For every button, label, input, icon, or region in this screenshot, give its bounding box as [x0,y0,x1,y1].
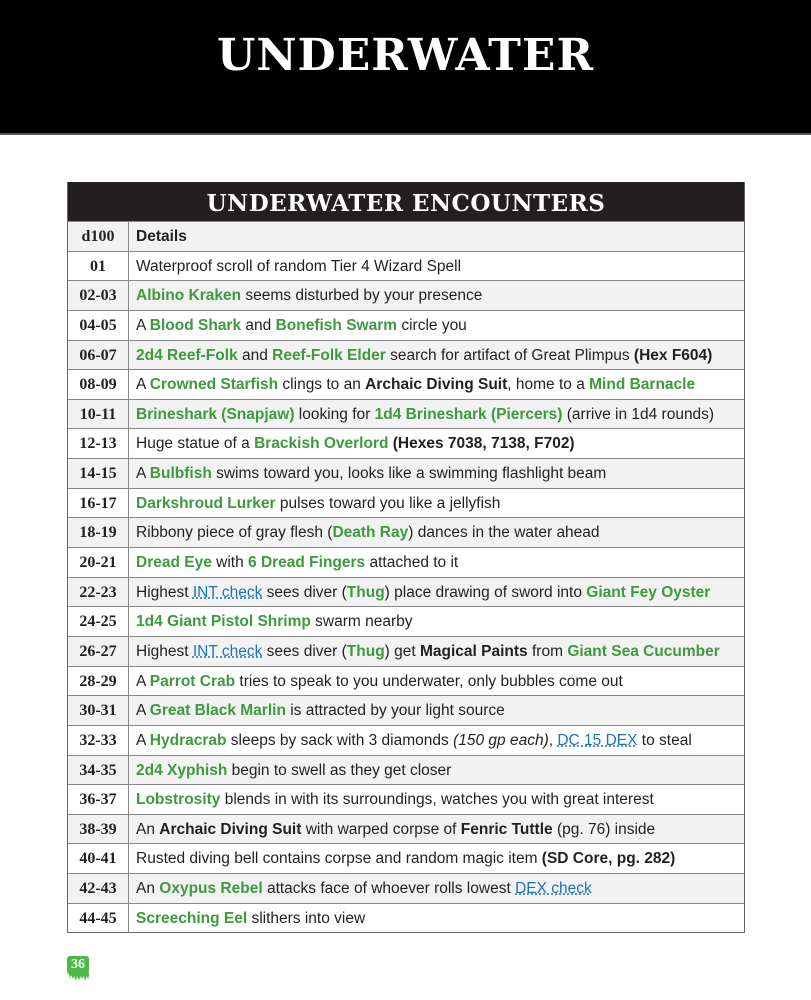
details-cell [129,874,744,903]
details-cell [129,281,744,310]
details-cell [129,459,744,488]
text: and [237,346,273,364]
text: to steal [637,731,692,749]
details-cell [129,518,744,547]
text: (arrive in 1d4 rounds) [562,405,715,423]
roll-cell: 40-41 [68,844,129,873]
table-header-row [68,221,744,251]
text: Highest [136,642,193,660]
text: Waterproof scroll of random Tier 4 Wizard Spell [136,257,462,275]
monster-name: Oxypus Rebel [159,880,263,898]
table-row [68,340,744,370]
roll-cell: 10-11 [68,400,129,429]
details-cell [129,667,744,696]
text: A [136,376,150,394]
details-cell [129,400,744,429]
table-row [68,517,744,547]
monster-name: Giant Sea Cucumber [567,642,720,660]
roll-cell: 28-29 [68,667,129,696]
table-row [68,369,744,399]
details-cell [129,429,744,458]
roll-cell: 20-21 [68,548,129,577]
table-row [68,458,744,488]
monster-name: Blood Shark [149,316,242,334]
table-row [68,755,744,785]
table-row [68,310,744,340]
text: search for artifact of Great Plimpus [385,346,634,364]
details-cell [129,489,744,518]
roll-cell: 26-27 [68,637,129,666]
monster-name: Thug [346,583,385,601]
slime-drip-icon [67,973,89,981]
details-cell [129,696,744,725]
table-row [68,814,744,844]
roll-cell: 24-25 [68,607,129,636]
check-link[interactable]: INT check [192,583,263,601]
text: A [136,465,150,483]
details-cell [129,370,744,399]
text: tries to speak to you underwater, only bubbles come out [235,672,623,690]
text: attacks face of whoever rolls lowest [262,880,516,898]
roll-cell: 12-13 [68,429,129,458]
table-row [68,606,744,636]
roll-cell: 16-17 [68,489,129,518]
roll-cell: 18-19 [68,518,129,547]
text: A [136,731,150,749]
monster-name: Thug [346,642,385,660]
monster-name: 1d4 Brineshark (Piercers) [374,405,563,423]
text: seems disturbed by your presence [241,287,483,305]
text: , home to a [507,376,590,394]
roll-cell: 32-33 [68,726,129,755]
monster-name: Lobstrosity [136,791,221,809]
text: with warped corpse of [301,820,461,838]
monster-name: Parrot Crab [149,672,236,690]
details-cell [129,578,744,607]
details-cell [129,252,744,281]
chapter-banner [0,0,811,135]
check-link[interactable]: INT check [192,642,263,660]
encounter-table [67,182,745,933]
roll-cell: 38-39 [68,815,129,844]
table-row [68,903,744,933]
table-row [68,636,744,666]
header-d100: d100 [68,222,129,251]
roll-cell: 42-43 [68,874,129,903]
text: sleeps by sack with 3 diamonds [226,731,454,749]
monster-name: Bonefish Swarm [275,316,398,334]
roll-cell: 34-35 [68,756,129,785]
monster-name: Crowned Starfish [149,376,279,394]
table-row [68,399,744,429]
monster-name: Screeching Eel [136,909,248,927]
table-title: UNDERWATER ENCOUNTERS [68,182,744,221]
bold-text: Magical Paints [420,642,528,660]
details-cell [129,904,744,933]
check-link[interactable]: DEX check [515,880,592,898]
details-cell [129,311,744,340]
monster-name: Death Ray [332,524,409,542]
text: , [548,731,558,749]
details-cell [129,815,744,844]
table-row [68,488,744,518]
text: from [527,642,568,660]
bold-text: (Hex F604) [633,346,713,364]
text: Ribbony piece of gray flesh ( [136,524,333,542]
details-cell [129,844,744,873]
table-row [68,666,744,696]
monster-name: Dread Eye [136,554,212,572]
details-cell [129,785,744,814]
text: looking for [294,405,375,423]
bold-text: Archaic Diving Suit [365,376,508,394]
text: A [136,672,150,690]
roll-cell: 08-09 [68,370,129,399]
text: ) get [384,642,420,660]
monster-name: 6 Dread Fingers [248,554,366,572]
text: Highest [136,583,193,601]
details-cell [129,341,744,370]
details-cell [129,756,744,785]
table-row [68,251,744,281]
monster-name: Giant Fey Oyster [586,583,711,601]
monster-name: Darkshroud Lurker [136,494,276,512]
text: begin to swell as they get closer [227,761,452,779]
text: (pg. 76) inside [552,820,656,838]
text: blends in with its surroundings, watches you with great interest [220,791,654,809]
bold-text: Fenric Tuttle [460,820,553,838]
bold-text: Archaic Diving Suit [159,820,302,838]
roll-cell: 06-07 [68,341,129,370]
roll-cell: 14-15 [68,459,129,488]
monster-name: Mind Barnacle [589,376,696,394]
monster-name: Reef-Folk Elder [272,346,386,364]
text: circle you [397,316,467,334]
bold-text: (SD Core, pg. 282) [541,850,676,868]
check-link[interactable]: DC 15 DEX [557,731,638,749]
text: is attracted by your light source [285,702,505,720]
roll-cell: 01 [68,252,129,281]
text: attached to it [365,554,459,572]
monster-name: Albino Kraken [136,287,242,305]
text: Huge statue of a [136,435,255,453]
roll-cell: 44-45 [68,904,129,933]
text: ) dances in the water ahead [408,524,600,542]
page-number-badge: 36 [67,956,89,974]
text: An [136,820,160,838]
text: slithers into view [247,909,366,927]
table-row [68,725,744,755]
text: A [136,316,150,334]
monster-name: 2d4 Reef-Folk [136,346,238,364]
text: and [241,316,276,334]
table-row [68,784,744,814]
table-row [68,547,744,577]
text: ) place drawing of sword into [384,583,587,601]
page-title: UNDERWATER [216,30,595,81]
italic-text: (150 gp each) [453,731,549,749]
table-row [68,843,744,873]
roll-cell: 02-03 [68,281,129,310]
text: A [136,702,150,720]
details-cell [129,548,744,577]
monster-name: 1d4 Giant Pistol Shrimp [136,613,311,631]
table-row [68,428,744,458]
text: with [211,554,249,572]
header-details: Details [136,228,187,245]
text: clings to an [278,376,366,394]
text: swims toward you, looks like a swimming flashlight beam [211,465,607,483]
table-row [68,873,744,903]
monster-name: Hydracrab [149,731,227,749]
monster-name: 2d4 Xyphish [136,761,228,779]
bold-text: (Hexes 7038, 7138, F702) [388,435,575,453]
monster-name: Brineshark (Snapjaw) [136,405,295,423]
text: sees diver ( [262,583,347,601]
text: Rusted diving bell contains corpse and random magic item [136,850,542,868]
roll-cell: 22-23 [68,578,129,607]
roll-cell: 36-37 [68,785,129,814]
text: pulses toward you like a jellyfish [275,494,501,512]
roll-cell: 04-05 [68,311,129,340]
roll-cell: 30-31 [68,696,129,725]
table-row [68,280,744,310]
details-cell [129,607,744,636]
monster-name: Bulbfish [149,465,212,483]
details-cell [129,637,744,666]
monster-name: Great Black Marlin [149,702,286,720]
text: swarm nearby [310,613,413,631]
text: sees diver ( [262,642,347,660]
details-cell [129,726,744,755]
text: An [136,880,160,898]
table-row [68,577,744,607]
table-row [68,695,744,725]
monster-name: Brackish Overlord [254,435,389,453]
